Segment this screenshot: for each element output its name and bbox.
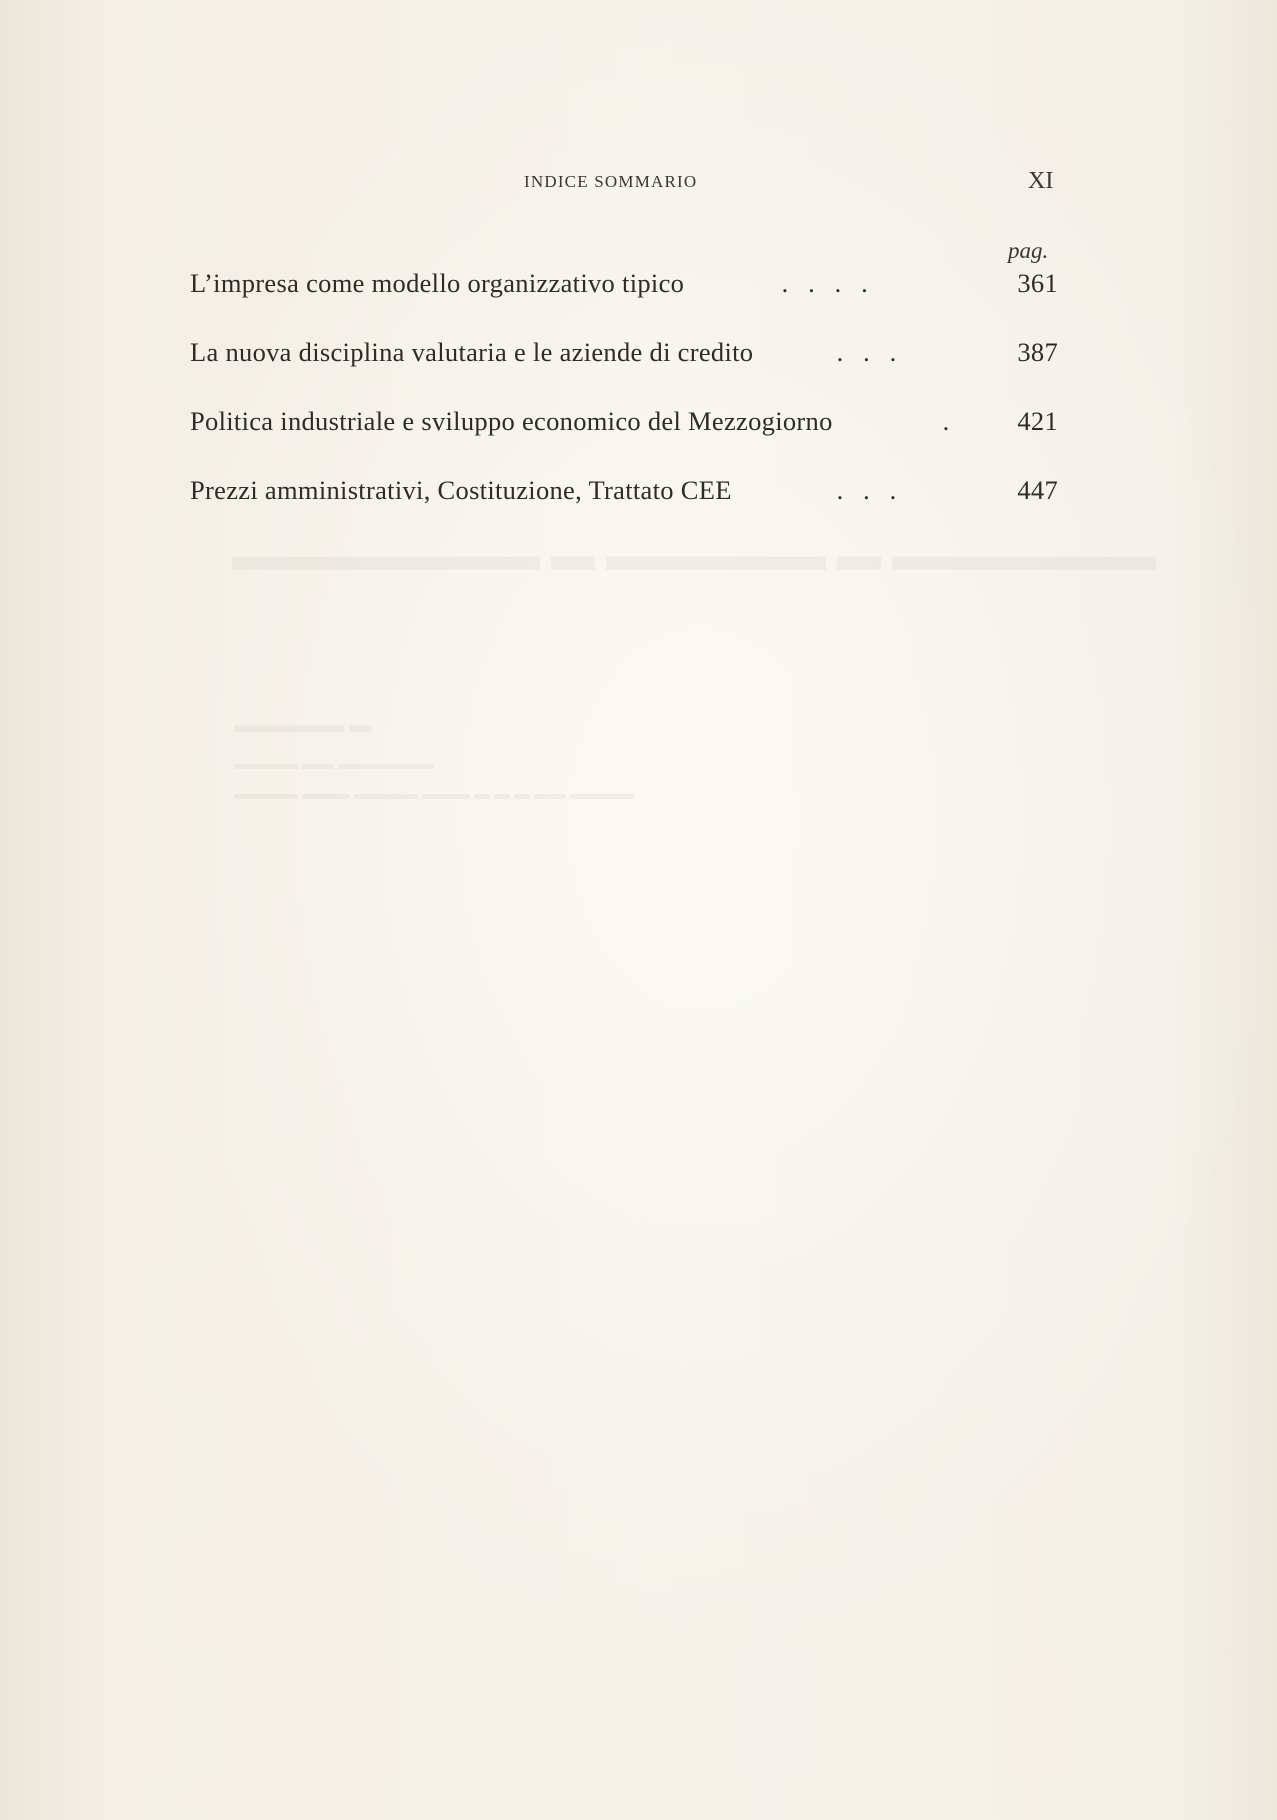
table-of-contents bbox=[190, 268, 1058, 544]
toc-entry bbox=[190, 337, 1058, 406]
page-number: XI bbox=[1028, 168, 1054, 194]
toc-entry-leader: . bbox=[936, 406, 950, 436]
toc-entry-leader: . . . . bbox=[775, 268, 868, 298]
bleed-through-text: ▬▬▬▬▬▬▬ ▬ ▬▬▬▬▬ ▬ ▬▬▬▬▬▬ bbox=[232, 531, 1156, 580]
toc-entry bbox=[190, 268, 1058, 337]
toc-entry-page: 361 bbox=[1017, 268, 1058, 298]
toc-entry-page: 447 bbox=[1017, 475, 1058, 505]
toc-entry-leader: . . . bbox=[830, 475, 897, 505]
toc-entry-page: 387 bbox=[1017, 337, 1058, 367]
bleed-through-text: ▬▬▬▬▬ ▬ bbox=[234, 712, 372, 737]
toc-entry-leader: . . . bbox=[830, 337, 897, 367]
bleed-through-text: ▬▬▬▬ ▬▬ ▬▬▬▬▬▬ bbox=[234, 756, 434, 773]
running-title: INDICE SOMMARIO bbox=[524, 172, 698, 191]
bleed-through-text: ▬▬▬▬ ▬▬▬ ▬▬▬▬ ▬▬▬ ▬ ▬ ▬ ▬▬ ▬▬▬▬ bbox=[234, 786, 634, 803]
toc-entry-title: La nuova disciplina valutaria e le aziende di credito bbox=[190, 337, 754, 367]
page-column-label: pag. bbox=[1008, 238, 1049, 263]
toc-entry-title: Prezzi amministrativi, Costituzione, Trattato CEE bbox=[190, 475, 732, 505]
toc-entry bbox=[190, 406, 1058, 475]
running-header bbox=[0, 168, 1277, 194]
toc-entry-title: L’impresa come modello organizzativo tipico bbox=[190, 268, 685, 298]
toc-entry-title: Politica industriale e sviluppo economico del Mezzogiorno bbox=[190, 406, 833, 436]
toc-entry-page: 421 bbox=[1017, 406, 1058, 436]
